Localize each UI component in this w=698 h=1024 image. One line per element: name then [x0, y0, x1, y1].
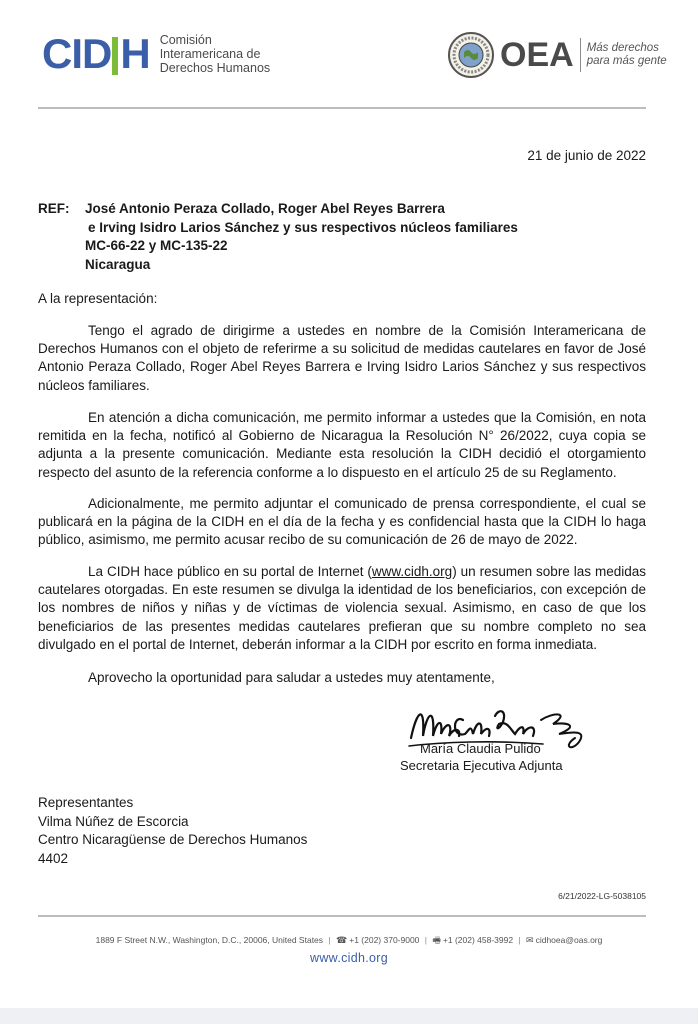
signatory-title: Secretaria Ejecutiva Adjunta: [400, 758, 563, 773]
reference-line: José Antonio Peraza Collado, Roger Abel Reyes Barrera: [85, 201, 445, 216]
cidh-logo-wordmark: CID H: [42, 29, 150, 77]
reference-line: Nicaragua: [85, 256, 151, 272]
reference-line: MC-66-22 y MC-135-22: [85, 238, 228, 253]
cidh-logo-subtitle: Comisión Interamericana de Derechos Humanos: [159, 33, 271, 75]
footer-address: 1889 F Street N.W., Washington, D.C., 20006, United States: [95, 935, 324, 945]
salutation: A la representación:: [38, 291, 158, 306]
recipient-line: Vilma Núñez de Escorcia: [38, 813, 189, 829]
oea-wordmark: OEA: [500, 35, 574, 74]
signatory-name: María Claudia Pulido: [420, 741, 541, 756]
header-divider: [38, 107, 646, 109]
reference-label: REF:: [38, 201, 70, 216]
page-bottom-band: [0, 1008, 698, 1024]
recipient-line: 4402: [38, 850, 69, 866]
paragraph-closing: Aprovecho la oportunidad para saludar a ustedes muy atentamente,: [88, 670, 495, 685]
footer-website-link[interactable]: www.cidh.org: [310, 951, 388, 965]
recipient-line: Representantes: [38, 795, 134, 810]
fax-icon: 🖷: [432, 935, 441, 945]
footer-divider: [38, 915, 646, 917]
reference-line: e Irving Isidro Larios Sánchez y sus respectivos núcleos familiares: [88, 219, 518, 235]
recipients-block: [38, 794, 307, 868]
footer-fax: +1 (202) 458-3992: [442, 935, 514, 945]
recipient-line: Centro Nicaragüense de Derechos Humanos: [38, 832, 308, 847]
email-icon: ✉: [526, 935, 534, 945]
footer-contact: 1889 F Street N.W., Washington, D.C., 20006, United States | ☎ +1 (202) 370-9000 | 🖷 +1 (202) 458-3992 | ✉ cidhoea@oas.org: [0, 933, 698, 949]
cidh-website-link[interactable]: www.cidh.org: [371, 564, 453, 579]
oea-divider: [580, 38, 581, 72]
letter-date: 21 de junio de 2022: [527, 148, 646, 163]
oea-tagline: Más derechos para más gente: [586, 42, 667, 67]
paragraph-resolution: En atención a dicha comunicación, me permito informar a ustedes que la Comisión, en nota remitida en la fecha, notificó al Gobierno de Nicaragua la Resolución N° 26/2022, cuya copia se adjunta a la presente comunicación. Mediante esta resolución la CIDH decidió el otorgamiento respecto del asunto de la referencia conforme a lo dispuesto en el artículo 25 de su Reglamento.: [38, 410, 646, 480]
phone-icon: ☎: [336, 935, 348, 945]
footer-phone: +1 (202) 370-9000: [349, 935, 420, 945]
paragraph-press-release: Adicionalmente, me permito adjuntar el comunicado de prensa correspondiente, el cual se publicará en la página de la CIDH en el día de la fecha y es confidencial hasta que la CIDH lo haga público, asimismo, me permito acusar recibo de su comunicación de 26 de mayo de 2022.: [38, 496, 646, 548]
footer-email[interactable]: cidhoea@oas.org: [535, 935, 603, 945]
paragraph-website: La CIDH hace público en su portal de Internet (www.cidh.org) un resumen sobre las medidas cautelares otorgadas. En este resumen se divulga la identidad de los beneficiarios, con excepción de los nombres de niños y niñas y de víctimas de violencia sexual. Asimismo, en caso de que los beneficiarios de las presentes medidas cautelares prefieran que su nombre completo no sea divulgado en el portal de Internet, deberán informar a la CIDH por escrito en forma inmediata.: [38, 564, 646, 652]
oea-logo: [447, 30, 667, 80]
paragraph-intro: Tengo el agrado de dirigirme a ustedes en nombre de la Comisión Interamericana de Derechos Humanos con el objeto de referirme a su solicitud de medidas cautelares en favor de José Antonio Peraza Collado, Roger Abel Reyes Barrera e Irving Isidro Larios Sánchez y sus respectivos núcleos familiares.: [38, 323, 646, 393]
document-reference-number: 6/21/2022-LG-5038105: [558, 891, 646, 901]
cidh-logo: [42, 30, 270, 78]
oas-seal-icon: [447, 31, 495, 79]
